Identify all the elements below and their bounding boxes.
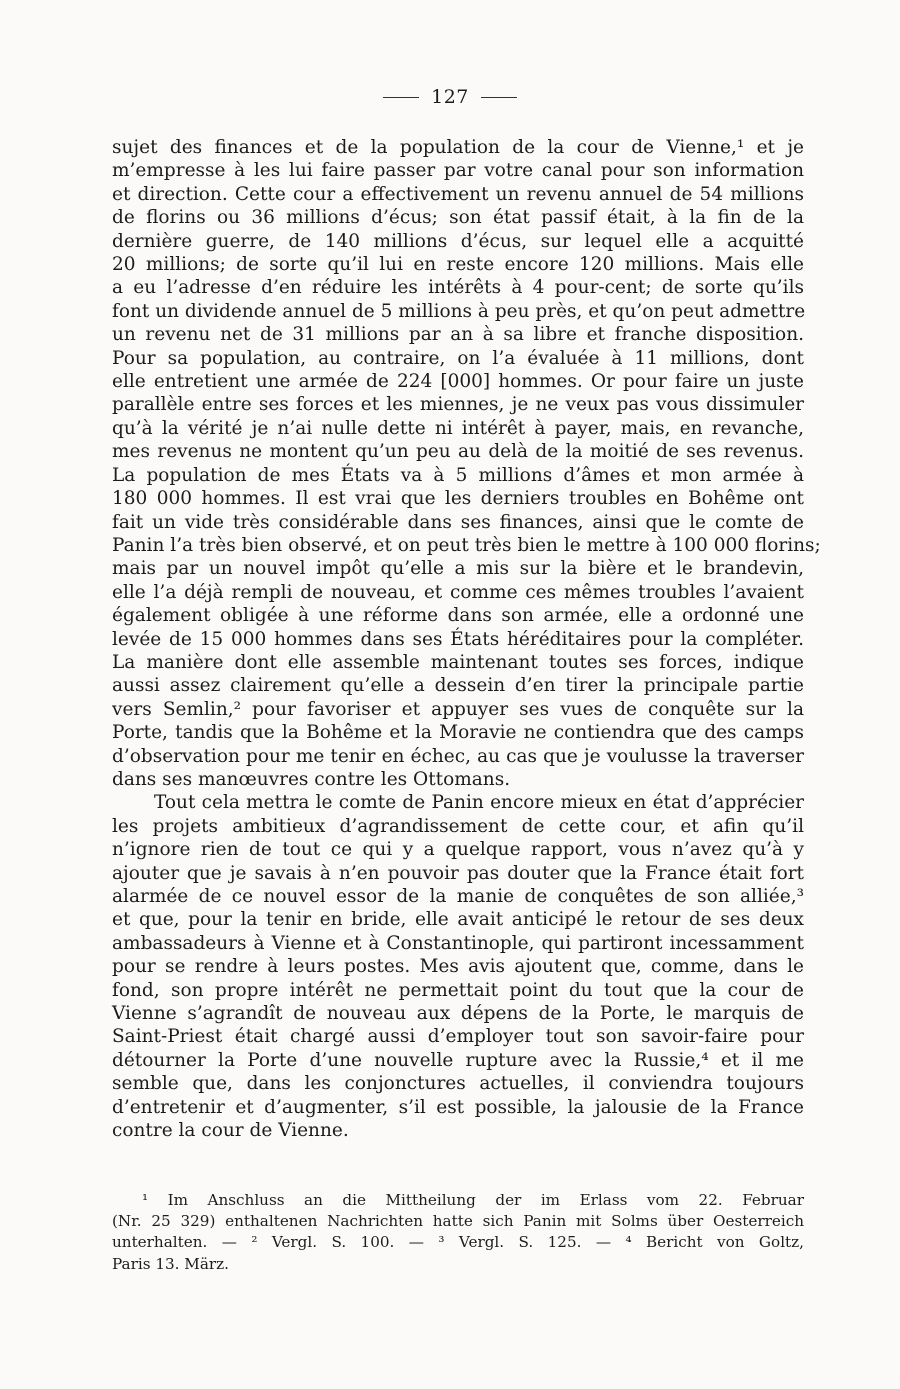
text-line: également obligée à une réforme dans son armée, elle a ordonné une	[112, 605, 804, 627]
text-line: n’ignore rien de tout ce qui y a quelque rapport, vous n’avez qu’à y	[112, 839, 804, 861]
footnotes	[112, 1190, 804, 1275]
text-line: Panin l’a très bien observé, et on peut très bien le mettre à 100 000 florins;	[112, 534, 821, 556]
text-line: Saint-Priest était chargé aussi d’employer tout son savoir-faire pour	[112, 1026, 804, 1048]
text-line: levée de 15 000 hommes dans ses États héréditaires pour la compléter.	[112, 628, 804, 650]
text-line: aussi assez clairement qu’elle a dessein d’en tirer la principale partie	[112, 675, 804, 697]
footnote-line: Paris 13. März.	[112, 1254, 230, 1273]
text-line: mes revenus ne montent qu’un peu au delà de la moitié de ses revenus.	[112, 441, 804, 463]
text-line: de florins ou 36 millions d’écus; son état passif était, à la fin de la	[112, 207, 804, 229]
text-line: m’empresse à les lui faire passer par votre canal pour son information	[112, 160, 804, 182]
paragraph	[112, 791, 804, 1142]
text-line: elle l’a déjà rempli de nouveau, et comme ces mêmes troubles l’avaient	[112, 581, 804, 603]
header-rule-right	[481, 97, 517, 98]
page-number: 127	[431, 86, 469, 108]
body-text	[112, 136, 821, 1142]
text-line: Tout cela mettra le comte de Panin encore mieux en état d’apprécier	[154, 792, 804, 814]
text-line: et direction. Cette cour a effectivement un revenu annuel de 54 millions	[112, 183, 804, 205]
text-line: 20 millions; de sorte qu’il lui en reste encore 120 millions. Mais elle	[112, 254, 804, 276]
text-line: Pour sa population, au contraire, on l’a évaluée à 11 millions, dont	[112, 347, 804, 369]
text-line: parallèle entre ses forces et les miennes, je ne veux pas vous dissimuler	[112, 394, 804, 416]
text-line: fond, son propre intérêt ne permettait point du tout que la cour de	[112, 979, 804, 1001]
text-line: semble que, dans les conjonctures actuelles, il conviendra toujours	[112, 1073, 804, 1095]
text-line: pour se rendre à leurs postes. Mes avis ajoutent que, comme, dans le	[112, 956, 804, 978]
text-line: détourner la Porte d’une nouvelle rupture avec la Russie,⁴ et il me	[112, 1049, 804, 1071]
text-line: sujet des finances et de la population de la cour de Vienne,¹ et je	[112, 137, 804, 158]
page-header	[0, 86, 900, 108]
footnote-line: unterhalten. — ² Vergl. S. 100. — ³ Vergl. S. 125. — ⁴ Bericht von Goltz,	[112, 1233, 804, 1252]
text-line: dernière guerre, de 140 millions d’écus, sur lequel elle a acquitté	[112, 230, 804, 252]
text-line: un revenu net de 31 millions par an à sa libre et franche disposition.	[112, 324, 804, 346]
text-line: fait un vide très considérable dans ses finances, ainsi que le comte de	[112, 511, 804, 533]
text-line: ambassadeurs à Vienne et à Constantinople, qui partiront incessamment	[112, 932, 804, 954]
text-line: alarmée de ce nouvel essor de la manie de conquêtes de son alliée,³	[112, 886, 804, 907]
text-line: vers Semlin,² pour favoriser et appuyer ses vues de conquête sur la	[112, 698, 804, 720]
text-line: d’entretenir et d’augmenter, s’il est possible, la jalousie de la France	[112, 1096, 804, 1118]
text-line: contre la cour de Vienne.	[112, 1120, 349, 1142]
header-rule-left	[383, 97, 419, 98]
text-line: Porte, tandis que la Bohême et la Moravie ne contiendra que des camps	[112, 722, 804, 744]
text-line: d’observation pour me tenir en échec, au cas que je voulusse la traverser	[112, 745, 804, 767]
text-line: les projets ambitieux d’agrandissement de cette cour, et afin qu’il	[112, 815, 804, 837]
footnote-line: ¹ Im Anschluss an die Mittheilung der im Erlass vom 22. Februar	[142, 1191, 804, 1209]
footnote-line: (Nr. 25 329) enthaltenen Nachrichten hatte sich Panin mit Solms über Oesterreich	[112, 1212, 804, 1231]
text-line: La population de mes États va à 5 millions d’âmes et mon armée à	[112, 464, 804, 486]
text-line: Vienne s’agrandît de nouveau aux dépens de la Porte, le marquis de	[112, 1003, 804, 1025]
paragraph	[112, 136, 821, 791]
text-line: et que, pour la tenir en bride, elle avait anticipé le retour de ses deux	[112, 909, 804, 931]
text-line: dans ses manœuvres contre les Ottomans.	[112, 768, 511, 790]
text-line: elle entretient une armée de 224 [000] hommes. Or pour faire un juste	[112, 371, 804, 393]
text-line: 180 000 hommes. Il est vrai que les derniers troubles en Bohême ont	[112, 488, 804, 510]
text-line: ajouter que je savais à n’en pouvoir pas douter que la France était fort	[112, 862, 804, 884]
text-line: mais par un nouvel impôt qu’elle a mis sur la bière et le brandevin,	[112, 558, 804, 580]
text-line: qu’à la vérité je n’ai nulle dette ni intérêt à payer, mais, en revanche,	[112, 417, 804, 439]
text-line: font un dividende annuel de 5 millions à peu près, et qu’on peut admettre	[112, 300, 806, 322]
text-line: a eu l’adresse d’en réduire les intérêts à 4 pour-cent; de sorte qu’ils	[112, 277, 804, 299]
text-line: La manière dont elle assemble maintenant toutes ses forces, indique	[112, 651, 804, 673]
